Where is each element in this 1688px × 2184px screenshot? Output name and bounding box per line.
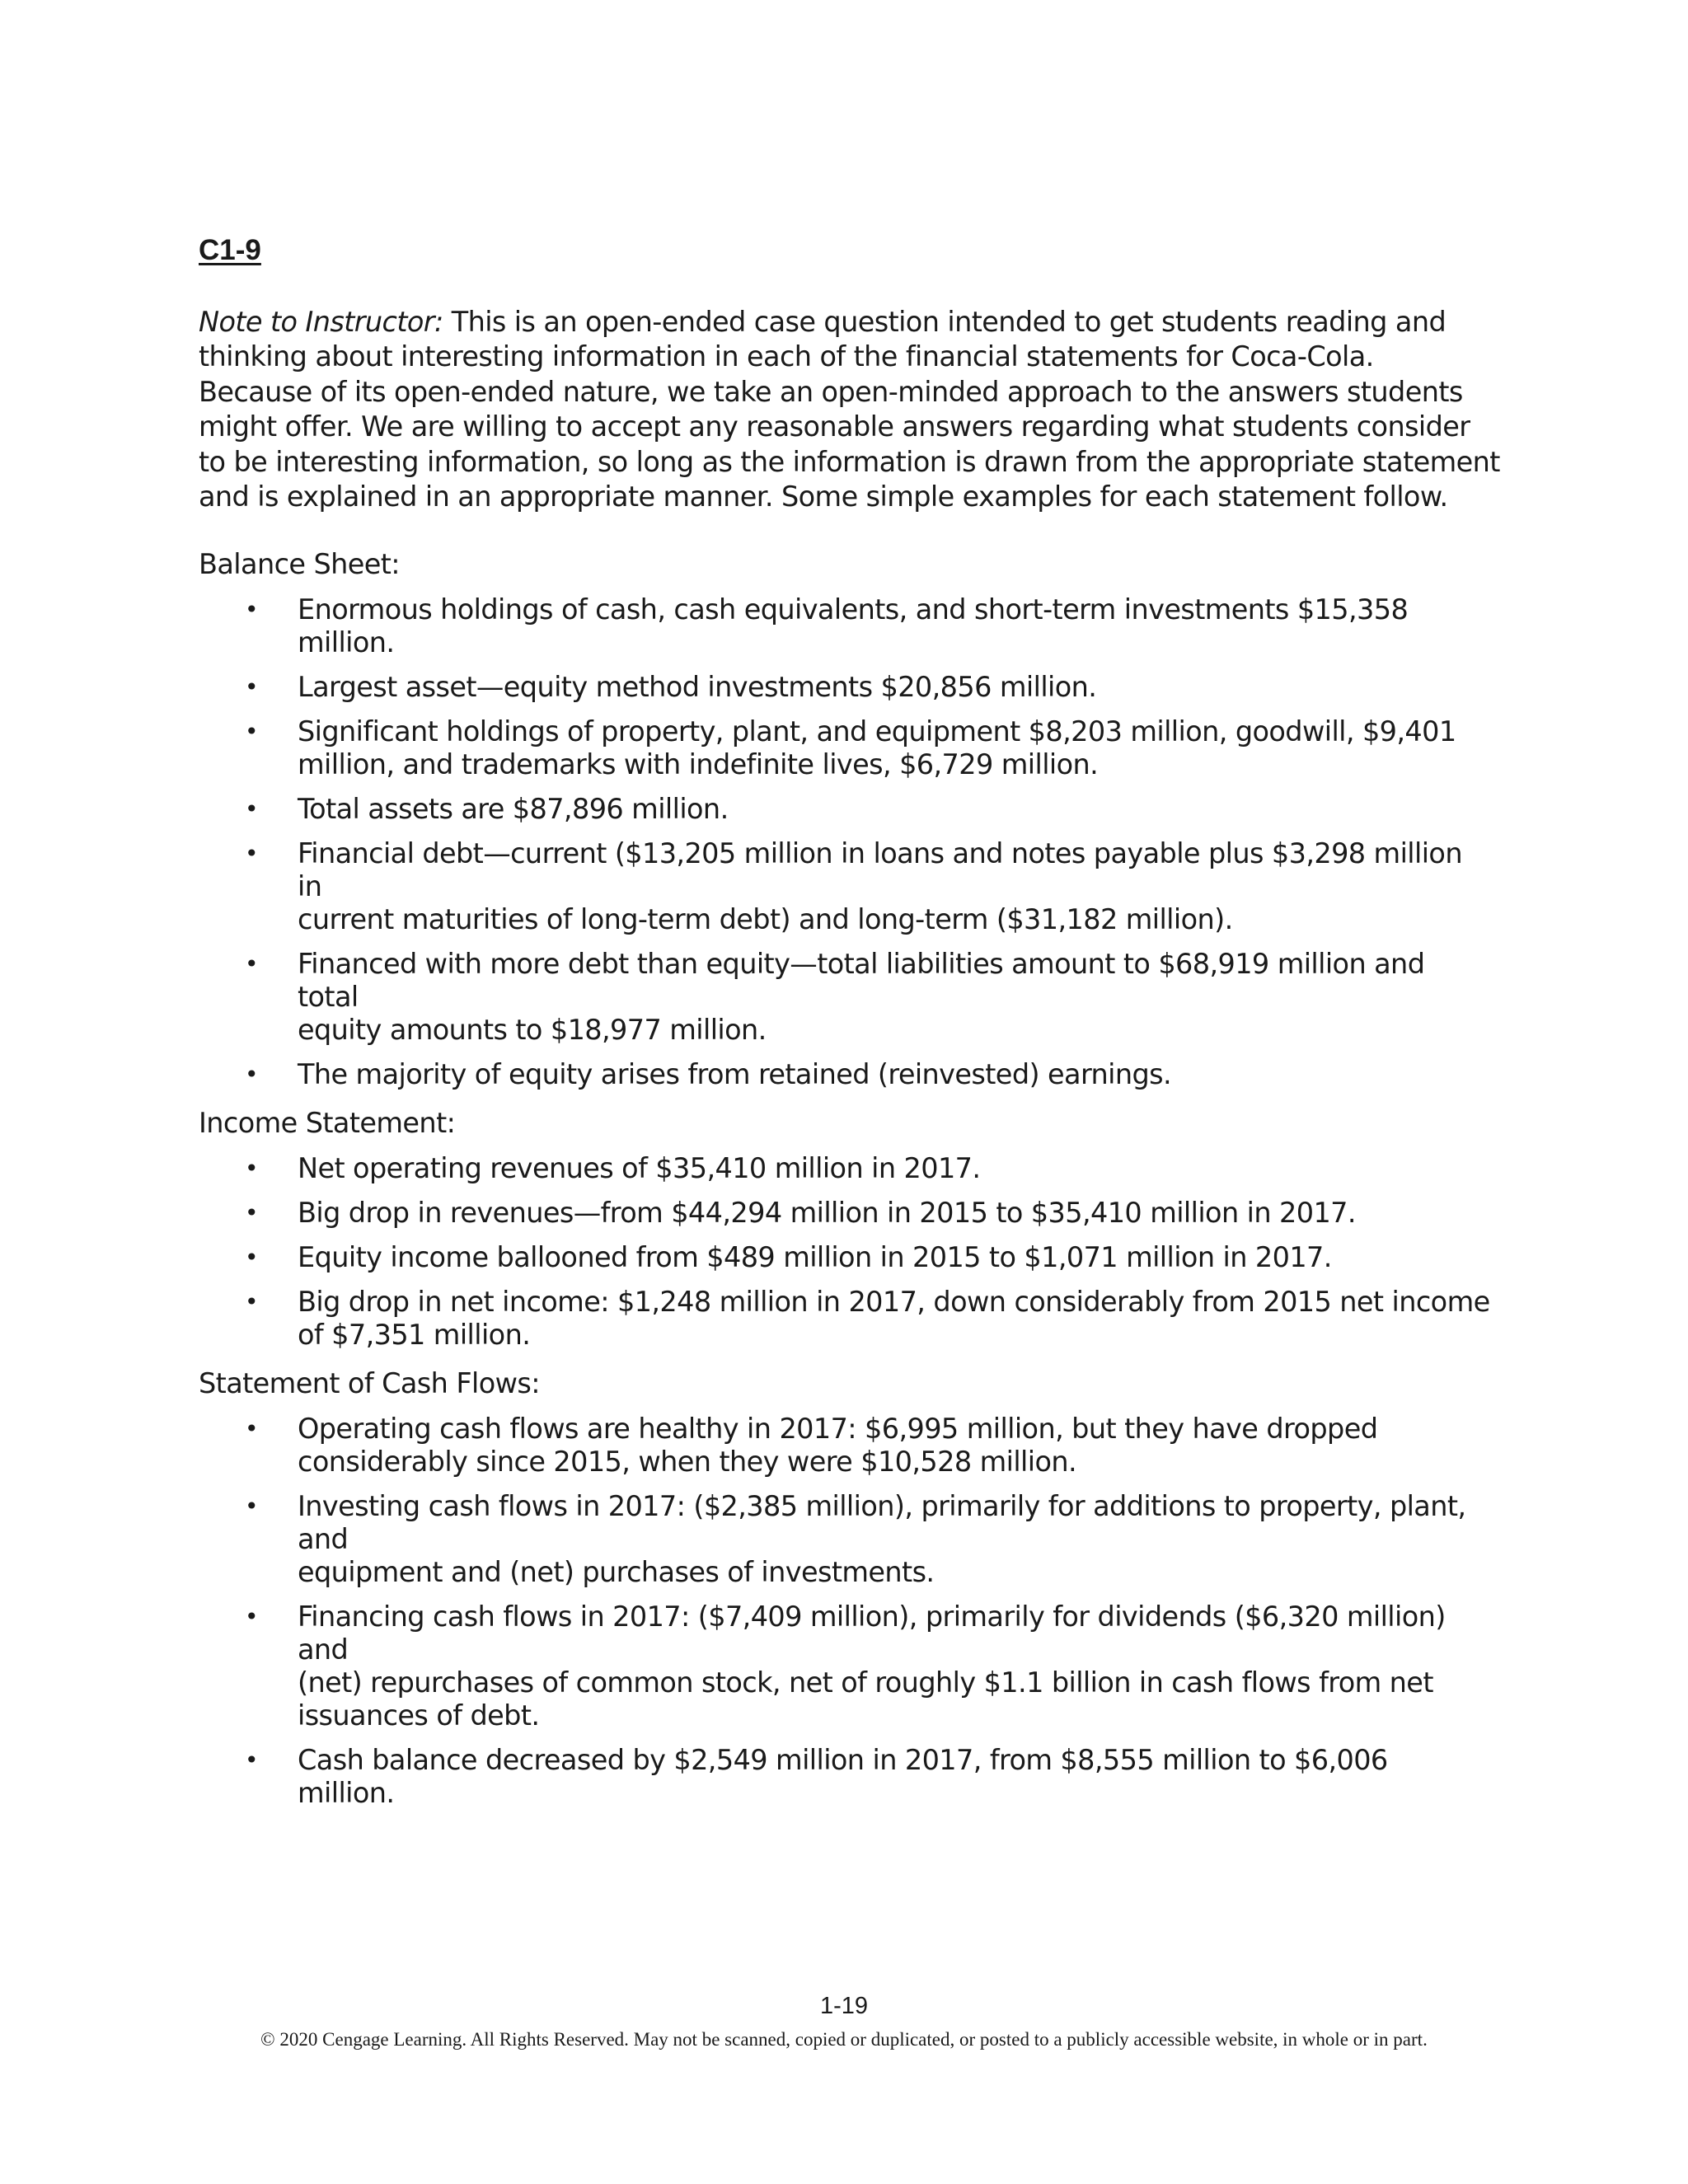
bullet-icon: •: [245, 1061, 258, 1089]
list-item-line: Big drop in net income: $1,248 million in 2017, down considerably from 2015 net income: [298, 1286, 1490, 1319]
list-item-line: issuances of debt.: [298, 1699, 540, 1732]
list-item: [199, 1744, 1493, 1810]
list-item-line: The majority of equity arises from retained (reinvested) earnings.: [298, 1058, 1172, 1091]
list-item-line: Big drop in revenues—from $44,294 million in 2015 to $35,410 million in 2017.: [298, 1197, 1356, 1230]
list-item: [199, 1413, 1493, 1479]
list-item: [199, 1152, 1493, 1185]
note-line: might offer. We are willing to accept any reasonable answers regarding what students consider: [199, 410, 1470, 443]
list-item: [199, 1058, 1493, 1091]
bullet-icon: •: [245, 1244, 258, 1272]
bullet-icon: •: [245, 1493, 258, 1521]
bullet-list: [199, 1152, 1493, 1352]
list-item-line: (net) repurchases of common stock, net of roughly $1.1 billion in cash flows from net: [298, 1666, 1433, 1699]
case-heading: C1-9: [199, 234, 261, 266]
bullet-icon: •: [245, 596, 258, 624]
list-item-line: Total assets are $87,896 million.: [298, 793, 729, 826]
bullet-icon: •: [245, 673, 258, 701]
list-item: [199, 1490, 1493, 1589]
note-lead: Note to Instructor:: [199, 306, 443, 338]
list-item-line: of $7,351 million.: [298, 1319, 531, 1352]
list-item-line: million, and trademarks with indefinite lives, $6,729 million.: [298, 748, 1099, 781]
list-item: [199, 1286, 1493, 1352]
list-item: [199, 837, 1493, 936]
list-item-line: Equity income ballooned from $489 million in 2015 to $1,071 million in 2017.: [298, 1241, 1332, 1274]
list-item-line: equipment and (net) purchases of investments.: [298, 1556, 935, 1589]
list-item: [199, 793, 1493, 826]
section-heading: Balance Sheet:: [199, 548, 400, 581]
list-item: [199, 1241, 1493, 1274]
note-line: Because of its open-ended nature, we take an open-minded approach to the answers students: [199, 375, 1463, 408]
bullet-icon: •: [245, 795, 258, 823]
bullet-icon: •: [245, 1415, 258, 1443]
note-text: This is an open-ended case question intended to get students reading and: [443, 306, 1447, 338]
list-item-line: considerably since 2015, when they were $10,528 million.: [298, 1446, 1077, 1479]
bullet-icon: •: [245, 1746, 258, 1774]
bullet-icon: •: [245, 1603, 258, 1631]
note-line: [199, 305, 1493, 340]
instructor-note: [199, 305, 1500, 514]
bullet-icon: •: [245, 1288, 258, 1316]
bullet-icon: •: [245, 950, 258, 978]
note-line: and is explained in an appropriate manner. Some simple examples for each statement follow.: [199, 480, 1448, 513]
document-body: [199, 231, 1500, 1825]
list-item: [199, 671, 1493, 704]
list-item-line: Financed with more debt than equity—total liabilities amount to $68,919 million and total: [298, 948, 1425, 1014]
list-item-line: Investing cash flows in 2017: ($2,385 million), primarily for additions to property, plant, and: [298, 1490, 1466, 1556]
bullet-list: [199, 593, 1493, 1091]
note-line: thinking about interesting information in each of the financial statements for Coca-Cola.: [199, 340, 1374, 373]
copyright-notice: © 2020 Cengage Learning. All Rights Reserved. May not be scanned, copied or duplicated, or posted to a publicly accessible website, in whole or in part.: [260, 2029, 1428, 2050]
statement-sections: [199, 547, 1493, 1810]
list-item-line: Cash balance decreased by $2,549 million in 2017, from $8,555 million to $6,006 million.: [298, 1744, 1388, 1810]
page-number: 1-19: [819, 1993, 869, 2019]
list-item-line: Financing cash flows in 2017: ($7,409 million), primarily for dividends ($6,320 million) and: [298, 1601, 1446, 1666]
list-item-line: Financial debt—current ($13,205 million in loans and notes payable plus $3,298 million in: [298, 837, 1462, 903]
list-item-line: Net operating revenues of $35,410 million in 2017.: [298, 1152, 981, 1185]
list-item-line: current maturities of long-term debt) and long-term ($31,182 million).: [298, 903, 1233, 936]
section-heading: Statement of Cash Flows:: [199, 1367, 540, 1400]
bullet-icon: •: [245, 1199, 258, 1227]
bullet-icon: •: [245, 840, 258, 868]
list-item: [199, 1601, 1493, 1732]
list-item-line: equity amounts to $18,977 million.: [298, 1014, 767, 1047]
list-item: [199, 948, 1493, 1047]
list-item-line: Enormous holdings of cash, cash equivalents, and short-term investments $15,358 million.: [298, 593, 1409, 659]
list-item: [199, 715, 1493, 781]
list-item-line: Operating cash flows are healthy in 2017: $6,995 million, but they have dropped: [298, 1413, 1378, 1446]
list-item: [199, 593, 1493, 659]
list-item: [199, 1197, 1493, 1230]
list-item-line: Significant holdings of property, plant, and equipment $8,203 million, goodwill, $9,401: [298, 715, 1456, 748]
bullet-icon: •: [245, 1155, 258, 1183]
list-item-line: Largest asset—equity method investments $20,856 million.: [298, 671, 1097, 704]
section-heading: Income Statement:: [199, 1107, 456, 1140]
note-line: to be interesting information, so long as the information is drawn from the appropriate statement: [199, 445, 1500, 478]
bullet-list: [199, 1413, 1493, 1810]
bullet-icon: •: [245, 718, 258, 746]
